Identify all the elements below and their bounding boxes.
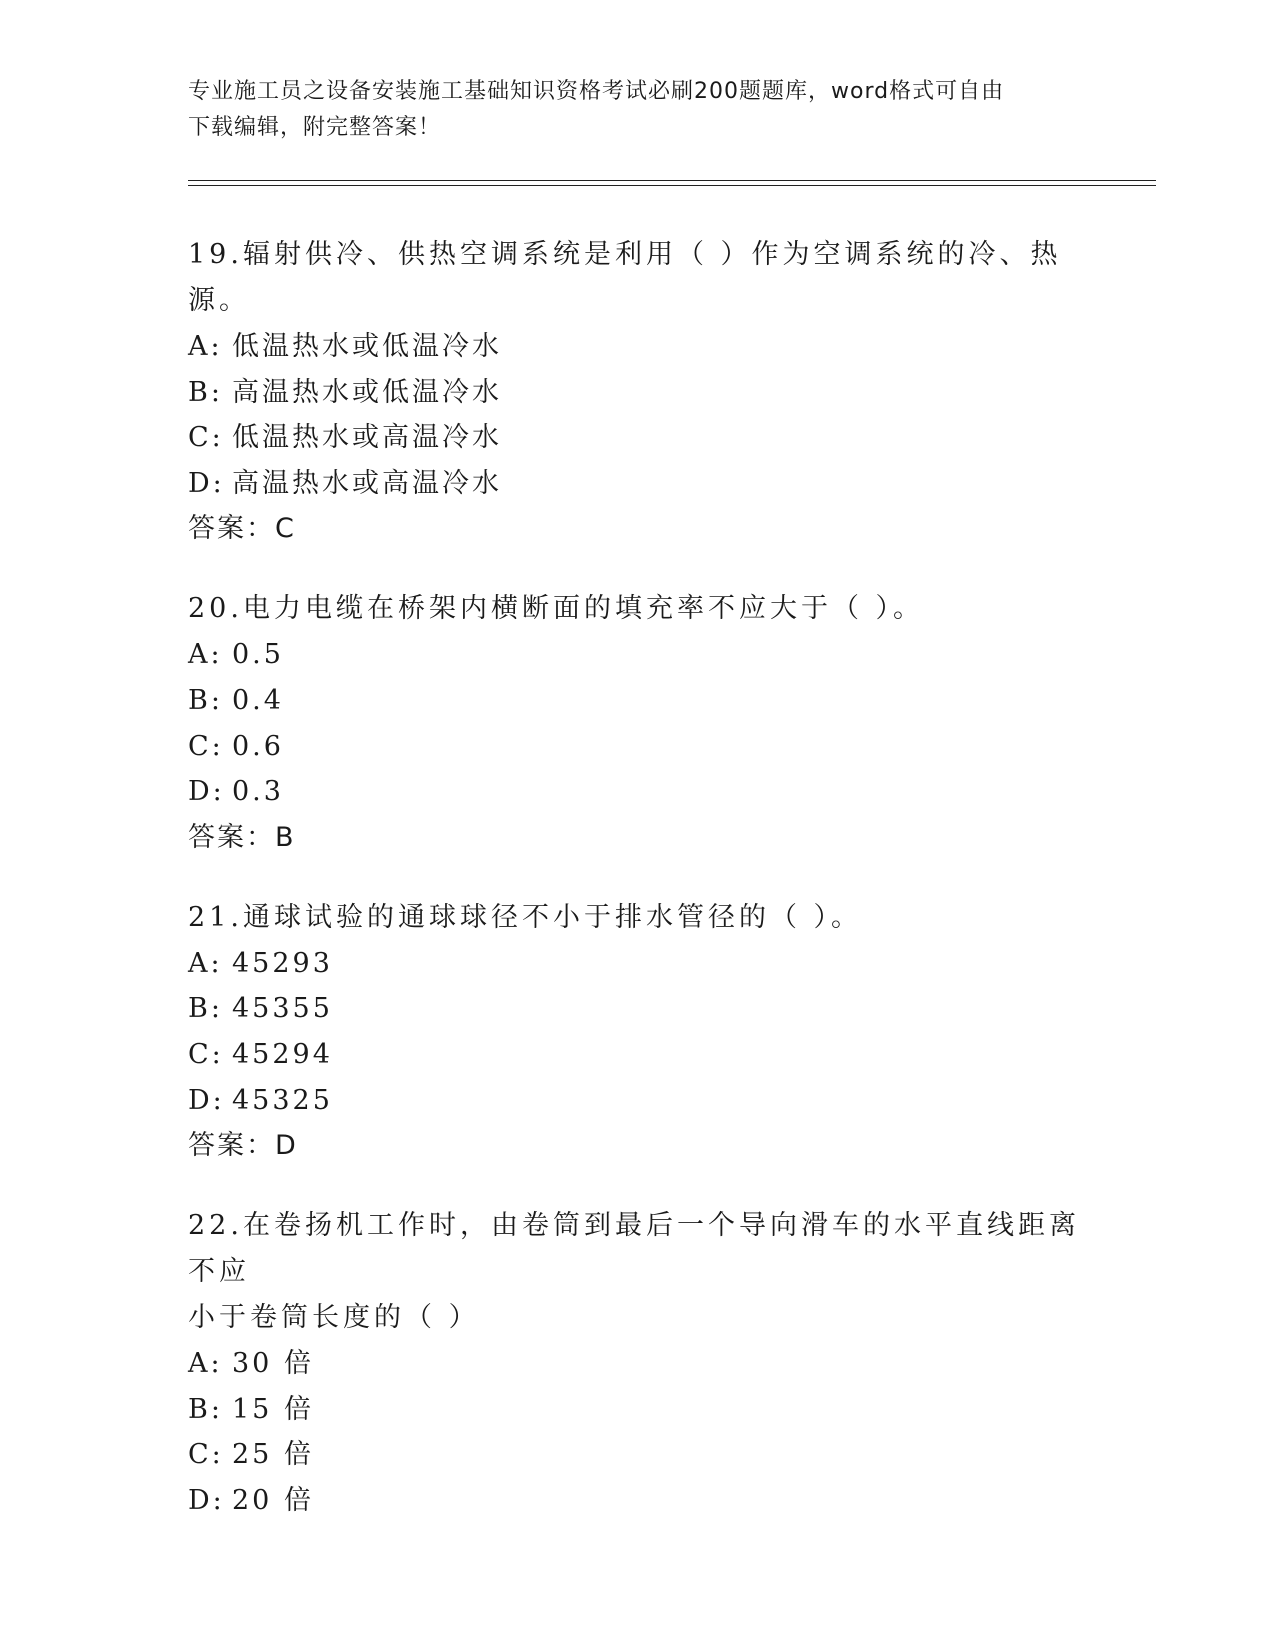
answer-option: [188, 769, 1088, 815]
option-letter: C:: [188, 1439, 224, 1471]
answer-option: [188, 724, 1088, 770]
option-text: 低温热水或高温冷水: [232, 422, 502, 454]
answer-option: [188, 941, 1088, 987]
answer-option: [188, 986, 1088, 1032]
answer-option: [188, 1478, 1088, 1524]
answer-option: [188, 324, 1088, 370]
option-text: 0.3: [232, 776, 284, 808]
option-text: 45293: [232, 947, 333, 979]
document-header: [188, 74, 1068, 146]
option-text: 低温热水或低温冷水: [232, 331, 502, 362]
option-text: 20 倍: [232, 1484, 314, 1516]
option-text: 45294: [232, 1038, 333, 1070]
option-letter: A:: [188, 1348, 223, 1380]
option-letter: D:: [188, 776, 225, 808]
question-block: [188, 232, 1088, 552]
option-letter: B:: [188, 1393, 223, 1425]
answer-option: [188, 1078, 1088, 1124]
option-letter: B:: [188, 684, 223, 716]
option-letter: B:: [188, 993, 223, 1025]
header-line-1: 专业施工员之设备安装施工基础知识资格考试必刷200题题库，word格式可自由: [188, 79, 1005, 104]
header-line-2: 下载编辑，附完整答案！: [188, 115, 442, 140]
option-text: 30 倍: [232, 1348, 314, 1380]
option-text: 高温热水或高温冷水: [232, 467, 502, 499]
answer-option: [188, 415, 1088, 461]
option-letter: D:: [188, 1084, 225, 1116]
option-letter: A:: [188, 331, 223, 362]
option-text: 25 倍: [232, 1439, 314, 1471]
question-block: [188, 1203, 1088, 1523]
option-text: 0.4: [232, 684, 284, 716]
option-text: 高温热水或低温冷水: [232, 376, 502, 408]
option-letter: A:: [188, 947, 223, 979]
option-letter: C:: [188, 422, 224, 454]
header-divider-top: [188, 180, 1156, 181]
header-divider-bottom: [188, 185, 1156, 186]
option-text: 45325: [232, 1084, 333, 1116]
question-stem: 22.在卷扬机工作时，由卷筒到最后一个导向滑车的水平直线距离不应: [188, 1210, 1080, 1288]
answer-option: [188, 632, 1088, 678]
question-stem: 小于卷筒长度的（ ）: [188, 1302, 480, 1334]
option-letter: C:: [188, 1038, 224, 1070]
option-letter: D:: [188, 467, 225, 499]
question-stem: 19.辐射供冷、供热空调系统是利用（ ）作为空调系统的冷、热源。: [188, 239, 1062, 316]
option-text: 0.5: [232, 639, 284, 671]
option-letter: C:: [188, 730, 224, 762]
option-text: 45355: [232, 993, 333, 1025]
answer-option: [188, 370, 1088, 416]
answer-key: 答案：D: [188, 1130, 298, 1162]
option-text: 0.6: [232, 730, 284, 762]
option-letter: A:: [188, 639, 223, 671]
answer-option: [188, 461, 1088, 507]
question-stem: 21.通球试验的通球球径不小于排水管径的（ ）。: [188, 901, 863, 933]
question-list: [188, 232, 1088, 1558]
question-block: [188, 586, 1088, 860]
answer-option: [188, 678, 1088, 724]
answer-key: 答案：B: [188, 821, 296, 853]
option-text: 15 倍: [232, 1393, 314, 1425]
answer-option: [188, 1341, 1088, 1387]
answer-option: [188, 1387, 1088, 1433]
question-block: [188, 895, 1088, 1169]
answer-option: [188, 1032, 1088, 1078]
question-stem: 20.电力电缆在桥架内横断面的填充率不应大于（ ）。: [188, 593, 925, 625]
answer-option: [188, 1432, 1088, 1478]
answer-key: 答案：C: [188, 513, 296, 545]
option-letter: B:: [188, 376, 223, 408]
option-letter: D:: [188, 1484, 225, 1516]
